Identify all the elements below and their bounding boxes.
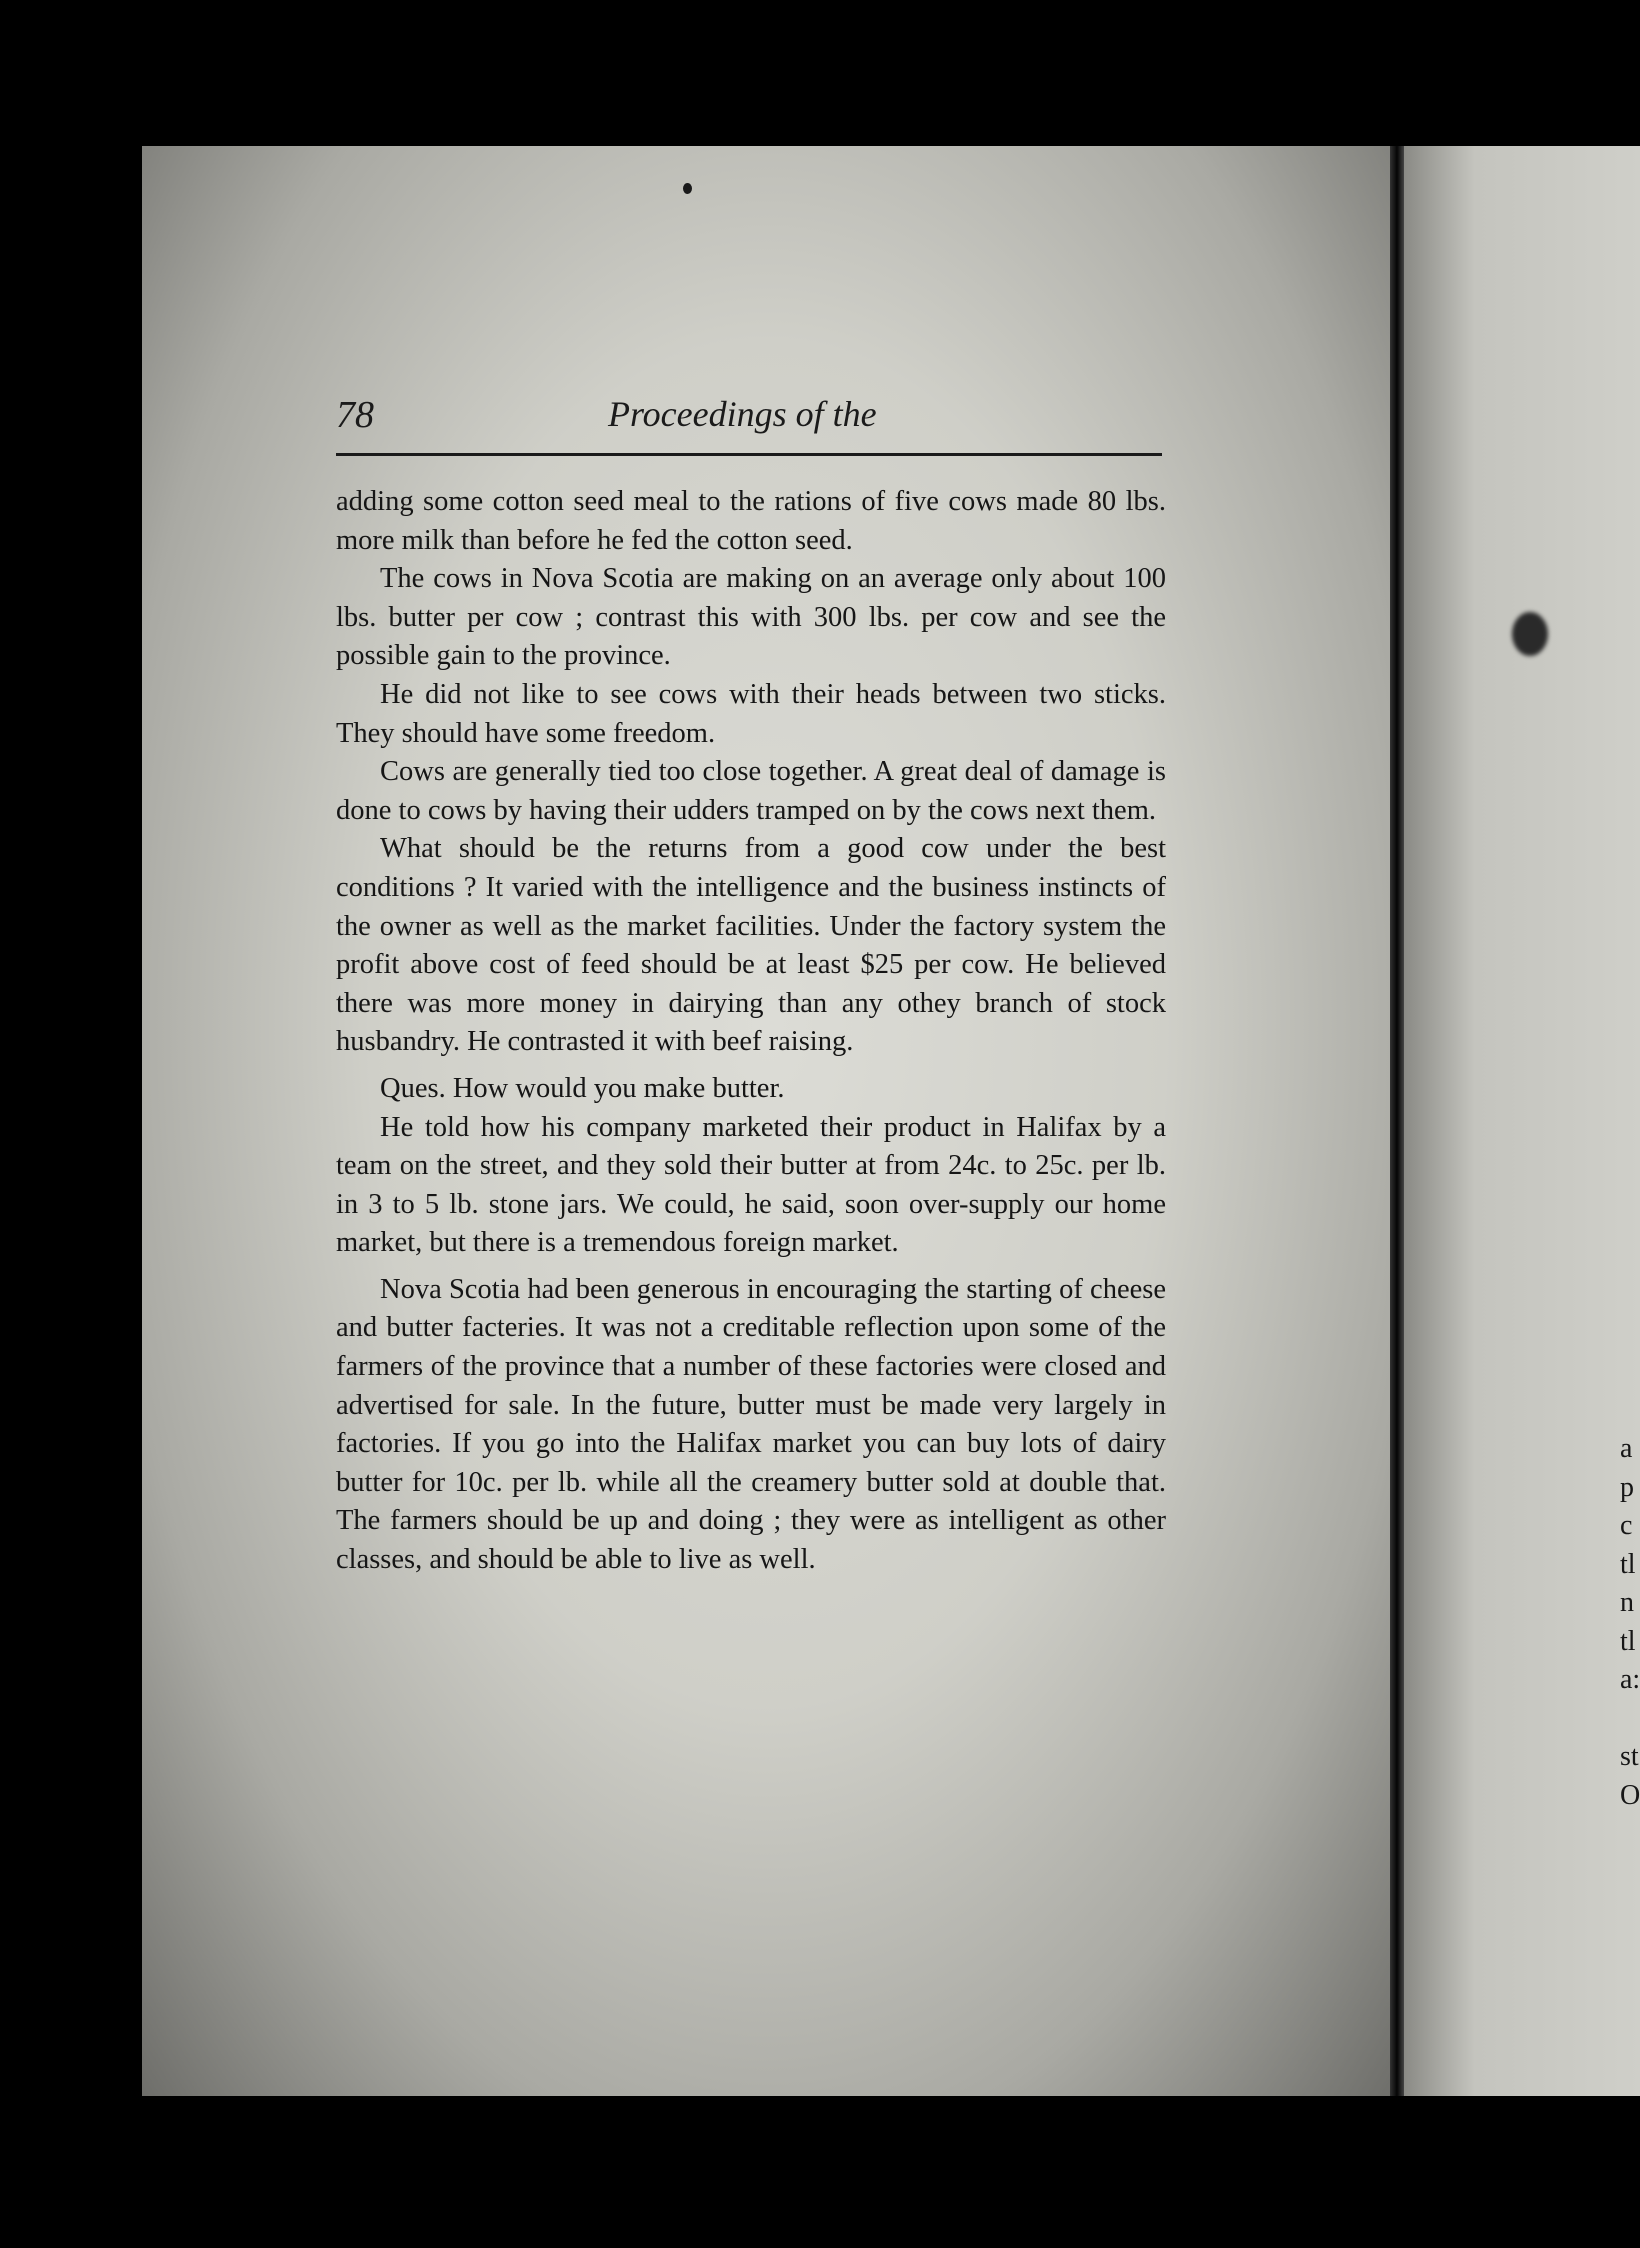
- book-gutter: [1390, 146, 1404, 2096]
- fragment: a:: [1620, 1664, 1640, 1695]
- facing-page-fragments: [1620, 1430, 1640, 1815]
- running-head: Proceedings of the: [608, 394, 877, 434]
- fragment: c: [1620, 1510, 1633, 1541]
- paragraph: Ques. How would you make butter.: [380, 1072, 785, 1104]
- fragment: O: [1620, 1779, 1640, 1811]
- paragraph: Nova Scotia had been generous in encouraging the starting of cheese and butter facteries. It was not a creditable reflection upon some of the farmers of the province that a number of these factories were closed and advertised for sale. In the future, butter must be made very largely in factories. If you go into the Halifax market you can buy lots of dairy butter for 10c. per lb. while all the creamery butter sold at double that. The farmers should be up and doing ; they were as intelligent as other classes, and should be able to live as well.: [336, 1273, 1166, 1576]
- body-text: [336, 483, 1166, 1580]
- paragraph: Cows are generally tied too close together. A great deal of damage is done to cows by having their udders tramped on by the cows next them.: [336, 756, 1166, 826]
- fragment: tl: [1620, 1625, 1636, 1657]
- page-number: 78: [336, 394, 374, 436]
- page-header: [336, 393, 1162, 456]
- paragraph: The cows in Nova Scotia are making on an average only about 100 lbs. butter per cow ; contrast this with 300 lbs. per cow and see the possible gain to the province.: [336, 563, 1166, 672]
- paragraph: What should be the returns from a good cow under the best conditions ? It varied with the intelligence and the business instincts of the owner as well as the market facilities. Under the factory system the profit above cost of feed should be at least $25 per cow. He believed there was more money in dairying than any othey branch of stock husbandry. He contrasted it with beef raising.: [336, 833, 1166, 1058]
- fragment: tl: [1620, 1548, 1636, 1580]
- paragraph: adding some cotton seed meal to the rations of five cows made 80 lbs. more milk than before he fed the cotton seed.: [336, 486, 1166, 556]
- paragraph: He told how his company marketed their product in Halifax by a team on the street, and they sold their butter at from 24c. to 25c. per lb. in 3 to 5 lb. stone jars. We could, he said, soon over-supply our home market, but there is a tremendous foreign market.: [336, 1111, 1166, 1259]
- fragment: p: [1620, 1471, 1634, 1503]
- fragment: [1620, 1700, 1640, 1739]
- fragment: n: [1620, 1587, 1634, 1618]
- ink-blot: [1512, 612, 1548, 656]
- fragment: st: [1620, 1741, 1639, 1772]
- fragment: a: [1620, 1433, 1633, 1464]
- ink-dot: [683, 183, 692, 194]
- paragraph: He did not like to see cows with their heads between two sticks. They should have some freedom.: [336, 678, 1166, 749]
- right-page-edge: [1404, 146, 1640, 2096]
